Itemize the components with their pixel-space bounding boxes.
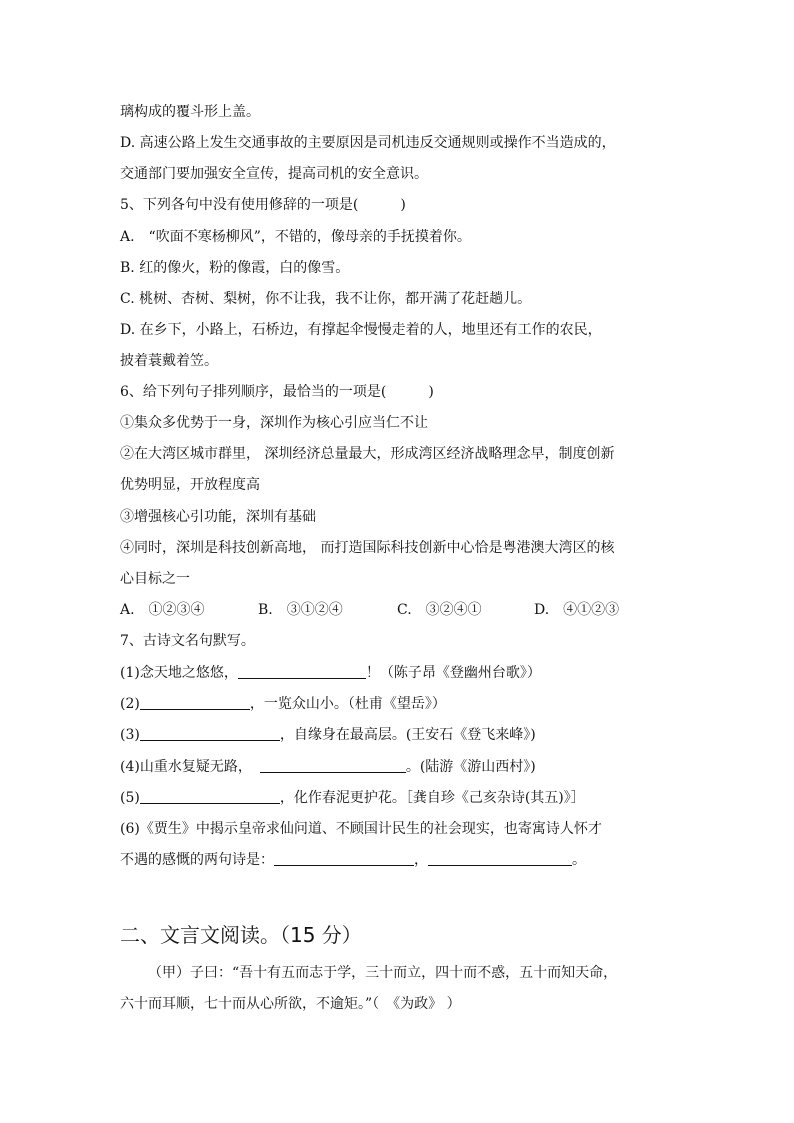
poem-3-prefix: (3) — [120, 727, 140, 743]
sentence-4-line2: 心目标之一 — [120, 571, 190, 587]
question-6: 6、给下列句子排列顺序，最恰当的一项是( ) — [120, 384, 434, 400]
text-line: 璃构成的覆斗形上盖。 — [120, 104, 260, 120]
q5-option-d-line2: 披着蓑戴着笠。 — [120, 353, 218, 369]
section-title: 二、文言文阅读。（15 分） — [120, 923, 362, 947]
answer-blank-5[interactable] — [140, 789, 280, 804]
q5-option-b: B. 红的像火，粉的像霞，白的像雪。 — [120, 260, 350, 276]
poem-line-6b — [120, 850, 586, 870]
poem-3-suffix: ，自缘身在最高层。(王安石《登飞来峰》) — [279, 727, 536, 743]
question-7: 7、古诗文名句默写。 — [120, 633, 255, 649]
poem-5-prefix: (5) — [120, 790, 140, 806]
q6-option-d: D. ④①②③ — [534, 602, 620, 618]
classical-text-line2: 六十而耳顺，七十而从心所欲，不逾矩。”（ 《为政》 ） — [120, 996, 461, 1012]
poem-6-separator: ， — [414, 852, 428, 868]
answer-blank-2[interactable] — [140, 695, 250, 710]
poem-line-2 — [120, 694, 446, 714]
poem-2-suffix: ，一览众山小。（杜甫《望岳》） — [249, 696, 446, 712]
option-d-line1: D. 高速公路上发生交通事故的主要原因是司机违反交通规则或操作不当造成的， — [120, 135, 616, 151]
poem-4-prefix: (4)山重水复疑无路， — [120, 759, 252, 775]
poem-line-6a: (6)《贾生》中揭示皇帝求仙问道、不顾国计民生的社会现实，也寄寓诗人怀才 — [120, 821, 602, 837]
sentence-3: ③增强核心引功能，深圳有基础 — [120, 509, 316, 525]
poem-line-4 — [120, 757, 536, 777]
sentence-2-line1: ②在大湾区城市群里， 深圳经济总量最大，形成湾区经济战略理念早，制度创新 — [120, 446, 615, 462]
q6-option-b: B. ③①②④ — [258, 602, 343, 618]
q5-option-d-line1: D. 在乡下，小路上，石桥边，有撑起伞慢慢走着的人，地里还有工作的农民， — [120, 322, 602, 338]
q6-option-c: C. ③②④① — [397, 602, 482, 618]
poem-6-end: 。 — [572, 852, 586, 868]
q5-option-c: C. 桃树、杏树、梨树，你不让我，我不让你，都开满了花赶趟儿。 — [120, 291, 532, 307]
answer-blank-6b[interactable] — [428, 851, 572, 866]
poem-4-suffix: 。(陆游《游山西村》) — [405, 759, 536, 775]
poem-line-3 — [120, 725, 536, 745]
answer-blank-1[interactable] — [238, 664, 366, 679]
poem-line-5 — [120, 788, 585, 808]
sentence-4-line1: ④同时，深圳是科技创新高地， 而打造国际科技创新中心恰是粤港澳大湾区的核 — [120, 540, 615, 556]
answer-blank-4[interactable] — [260, 758, 406, 773]
q6-option-a: A. ①②③④ — [120, 602, 205, 618]
classical-text-line1: （甲）子曰：“吾十有五而志于学，三十而立，四十而不惑，五十而知天命， — [148, 965, 618, 981]
answer-blank-6a[interactable] — [274, 851, 414, 866]
answer-blank-3[interactable] — [140, 726, 280, 741]
sentence-1: ①集众多优势于一身，深圳作为核心引应当仁不让 — [120, 415, 428, 431]
sentence-2-line2: 优势明显，开放程度高 — [120, 477, 260, 493]
poem-5-suffix: ，化作春泥更护花。［龚自珍《己亥杂诗(其五)》］ — [279, 790, 585, 806]
poem-6-prefix: 不遇的感慨的两句诗是： — [120, 852, 274, 868]
q5-option-a: A. “吹面不寒杨柳风”，不错的，像母亲的手抚摸着你。 — [120, 229, 471, 245]
option-d-line2: 交通部门要加强安全宣传，提高司机的安全意识。 — [120, 166, 428, 182]
poem-2-prefix: (2) — [120, 696, 140, 712]
poem-line-1 — [120, 663, 541, 683]
poem-1-suffix: ！（陈子昂《登幽州台歌》） — [365, 665, 541, 681]
poem-1-prefix: (1)念天地之悠悠， — [120, 665, 238, 681]
question-5: 5、下列各句中没有使用修辞的一项是( ) — [120, 197, 406, 213]
